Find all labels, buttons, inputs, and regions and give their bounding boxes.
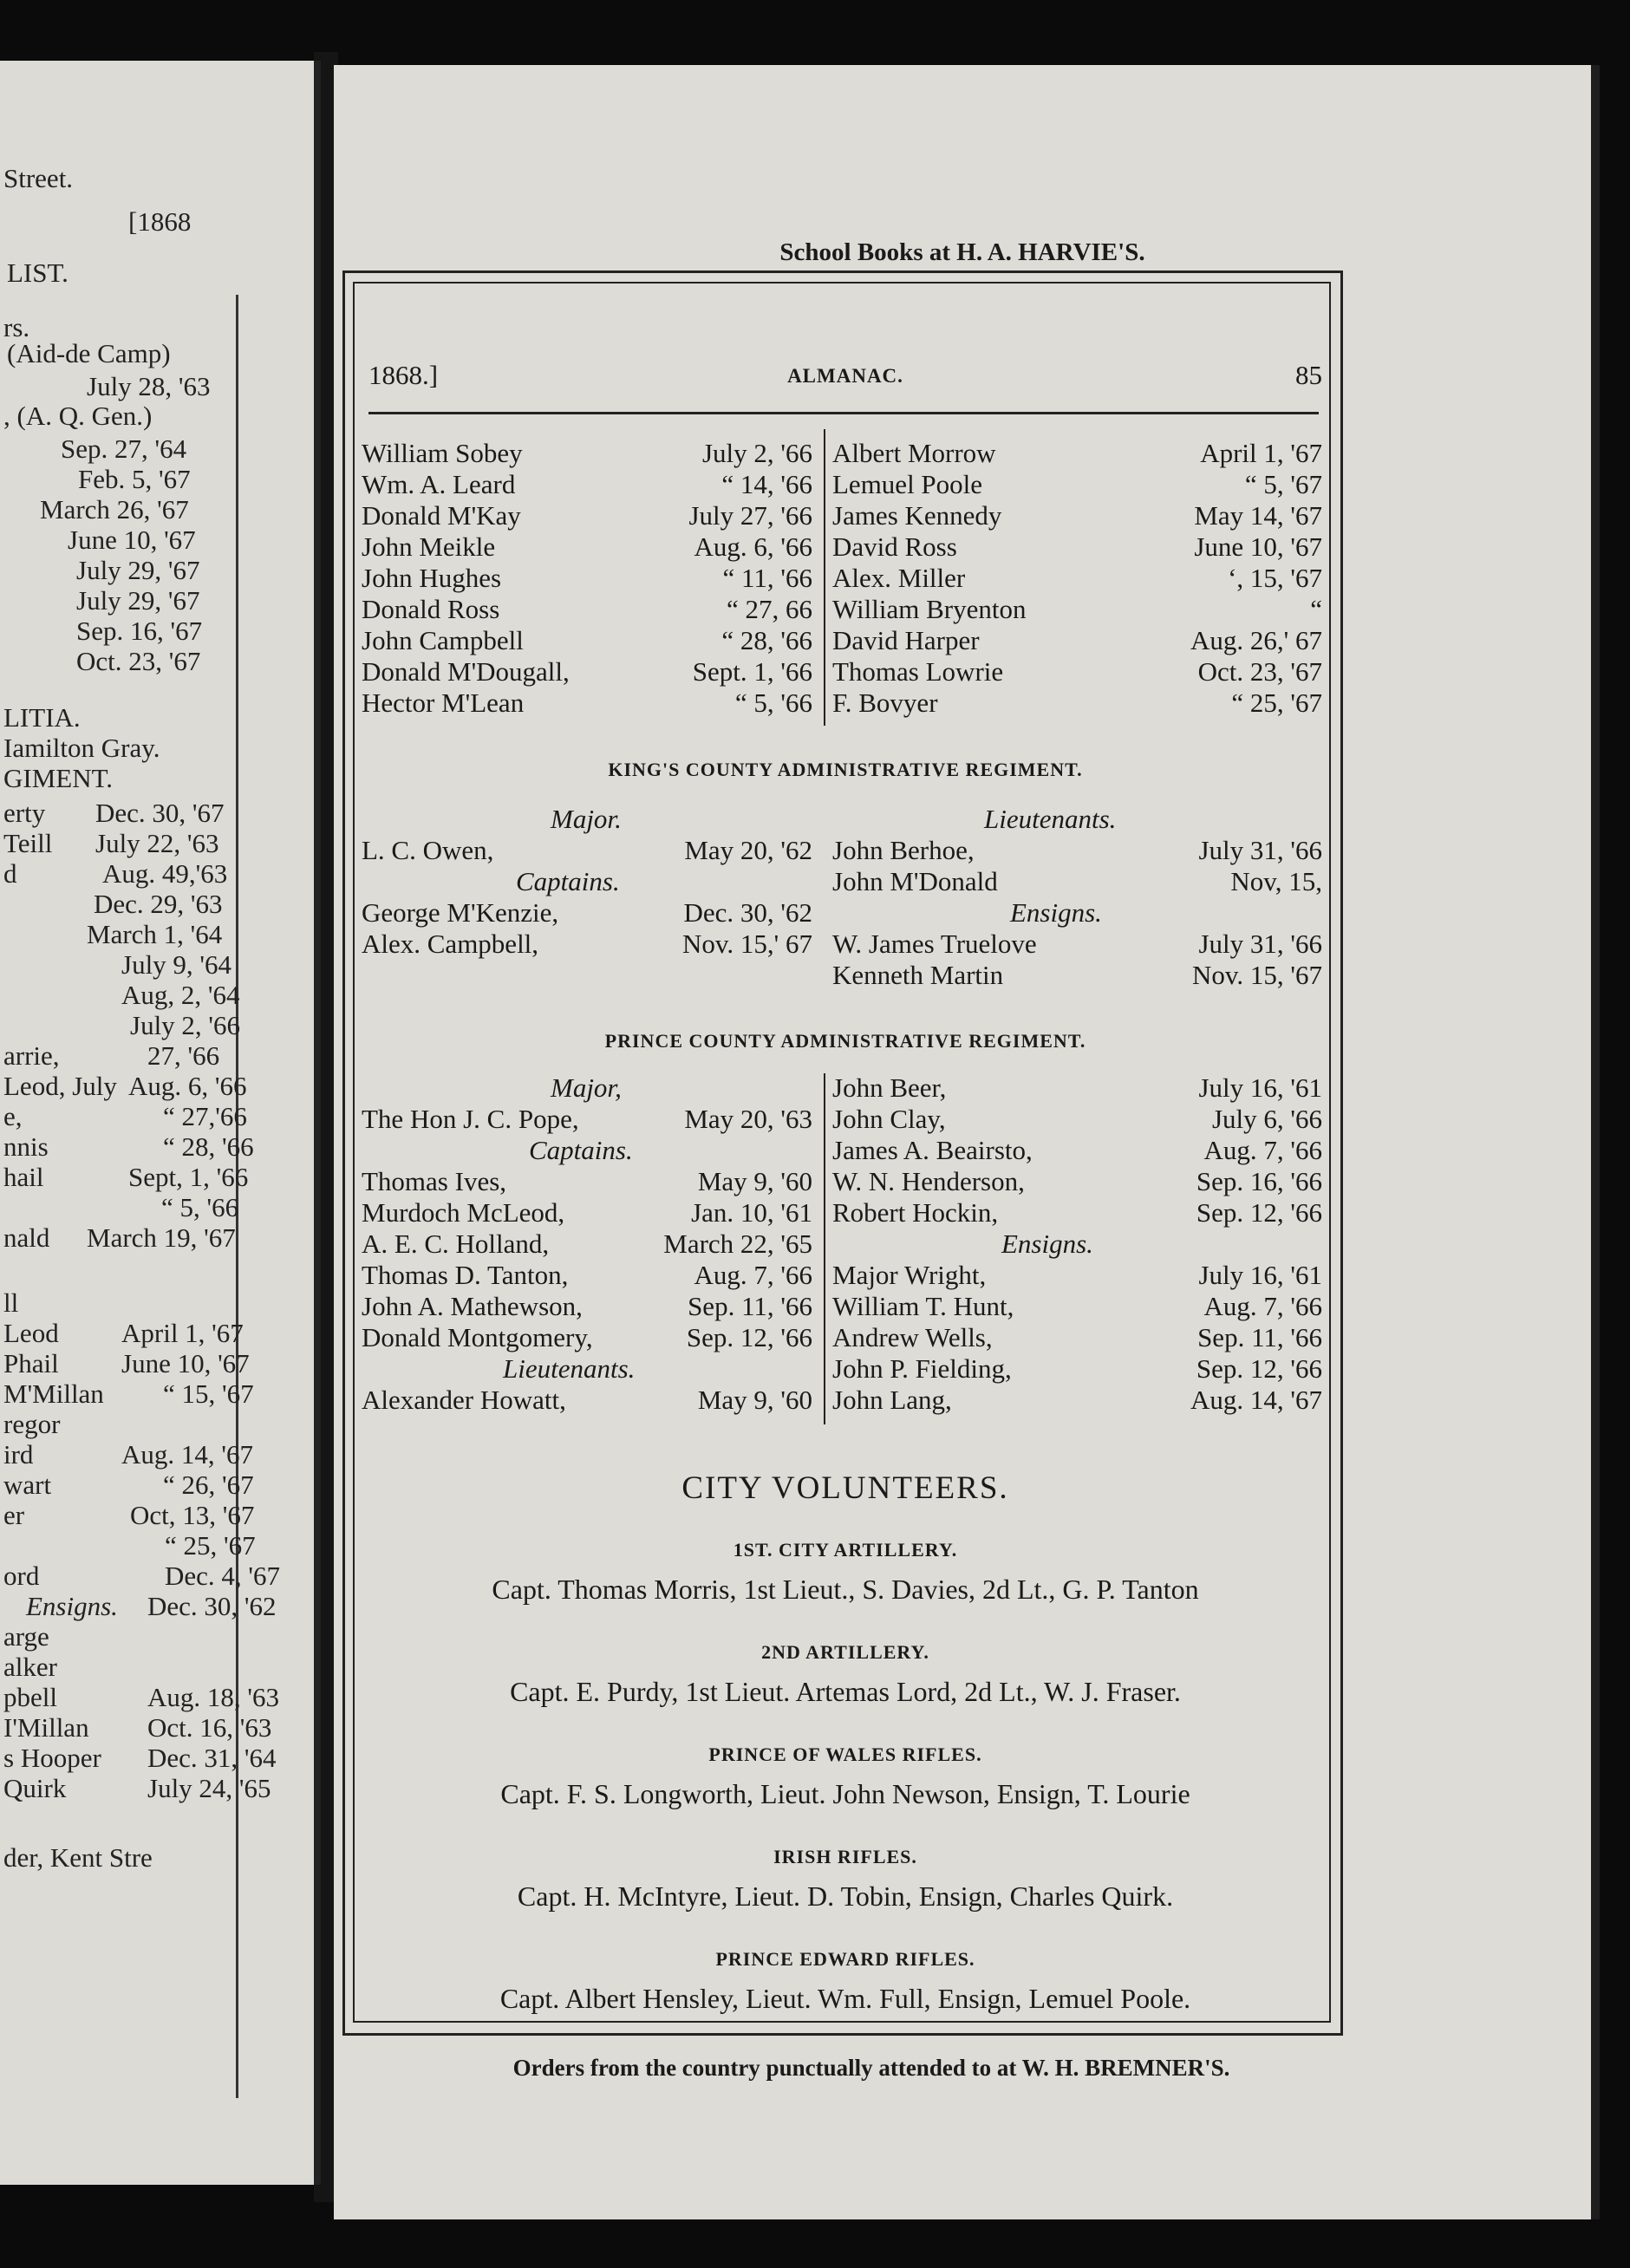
- entry-row: [832, 438, 1322, 469]
- left-page-fragment: “ 5, '66: [161, 1192, 239, 1222]
- entry-name: Donald M'Dougall,: [362, 656, 570, 687]
- entry-row: [832, 1385, 1322, 1416]
- entry-row: [362, 594, 812, 625]
- left-page-fragment: April 1, '67: [121, 1318, 244, 1348]
- left-page-fragment: erty: [3, 798, 46, 828]
- entry-date: June 10, '67: [1194, 531, 1322, 562]
- kings-ensigns-label: Ensigns.: [1010, 897, 1102, 928]
- entry-row: [832, 1072, 1322, 1104]
- left-page-fragment: ird: [3, 1439, 34, 1470]
- entry-name: Major Wright,: [832, 1260, 987, 1290]
- entry-name: L. C. Owen,: [362, 835, 494, 865]
- entry-name: A. E. C. Holland,: [362, 1228, 550, 1259]
- entry-name: William Sobey: [362, 438, 523, 468]
- left-page: [0, 61, 321, 2185]
- entry-date: May 14, '67: [1194, 500, 1322, 531]
- header-rule: [368, 412, 1319, 414]
- entry-row: [362, 563, 812, 594]
- entry-row: [832, 1322, 1322, 1353]
- left-page-fragment: er: [3, 1500, 25, 1530]
- city-unit-heading: PRINCE EDWARD RIFLES.: [715, 1948, 975, 1970]
- left-page-fragment: Teill: [3, 828, 53, 858]
- entry-name: John Campbell: [362, 625, 524, 655]
- entry-name: Alexander Howatt,: [362, 1385, 566, 1415]
- left-page-fragment: July 2, '66: [130, 1010, 241, 1040]
- entry-row: [832, 656, 1322, 688]
- entry-name: John Lang,: [832, 1385, 952, 1415]
- entry-date: Nov, 15,: [1230, 866, 1322, 896]
- entry-row: [362, 469, 812, 500]
- left-page-fragment: Iamilton Gray.: [3, 733, 160, 763]
- city-unit-officers: Capt. H. McIntyre, Lieut. D. Tobin, Ensign, Charles Quirk.: [517, 1880, 1174, 1912]
- left-page-fragment: Oct, 13, '67: [130, 1500, 255, 1530]
- entry-row: [832, 1135, 1322, 1166]
- city-unit-officers: Capt. Albert Hensley, Lieut. Wm. Full, Ensign, Lemuel Poole.: [499, 1983, 1191, 2014]
- left-page-fragment: Aug. 49,'63: [102, 858, 228, 889]
- left-page-fragment: e,: [3, 1101, 23, 1131]
- entry-date: May 20, '62: [684, 835, 812, 865]
- prince-major-label: Major,: [551, 1072, 622, 1103]
- left-page-fragment: Dec. 30, '67: [95, 798, 225, 828]
- entry-date: Aug. 7, '66: [1203, 1291, 1322, 1321]
- left-page-fragment: July 22, '63: [95, 828, 219, 858]
- left-page-fragment: July 9, '64: [121, 949, 232, 980]
- entry-date: July 16, '61: [1198, 1260, 1322, 1290]
- entry-name: William Bryenton: [832, 594, 1027, 624]
- entry-row: [362, 1291, 812, 1322]
- entry-name: Murdoch McLeod,: [362, 1197, 565, 1228]
- entry-row: [362, 656, 812, 688]
- entry-date: Nov. 15,' 67: [682, 929, 812, 959]
- entry-row: [362, 1260, 812, 1291]
- entry-row: [832, 1291, 1322, 1322]
- left-page-fragment: July 29, '67: [76, 585, 200, 616]
- entry-date: April 1, '67: [1200, 438, 1322, 468]
- entry-row: [832, 531, 1322, 563]
- entry-row: [362, 531, 812, 563]
- running-head: [368, 360, 1322, 403]
- entry-row: [362, 625, 812, 656]
- left-page-fragment: “ 15, '67: [163, 1378, 254, 1409]
- left-page-fragment: Sep. 16, '67: [76, 616, 203, 646]
- entry-date: Sep. 12, '66: [1196, 1353, 1322, 1384]
- kings-county-heading: KING'S COUNTY ADMINISTRATIVE REGIMENT.: [608, 759, 1083, 780]
- entry-date: Nov. 15, '67: [1192, 960, 1322, 990]
- left-page-fragment: July 28, '63: [87, 371, 211, 401]
- entry-row: [832, 688, 1322, 719]
- entry-row: [832, 500, 1322, 531]
- left-page-fragment: 27, '66: [147, 1040, 220, 1071]
- entry-date: May 9, '60: [697, 1166, 812, 1196]
- left-page-fragment: der, Kent Stre: [3, 1842, 153, 1873]
- entry-name: W. James Truelove: [832, 929, 1037, 959]
- page-number: 85: [1295, 360, 1322, 390]
- entry-name: James A. Beairsto,: [832, 1135, 1033, 1165]
- left-page-fragment: Feb. 5, '67: [78, 464, 191, 494]
- kings-lieutenants-label: Lieutenants.: [984, 804, 1117, 834]
- left-page-fragment: arge: [3, 1621, 49, 1652]
- left-page-fragment: regor: [3, 1409, 61, 1439]
- left-page-fragment: pbell: [3, 1682, 57, 1712]
- left-page-fragment: arrie,: [3, 1040, 60, 1071]
- entry-name: John Hughes: [362, 563, 502, 593]
- left-page-fragment: Sep. 27, '64: [61, 433, 187, 464]
- left-page-fragment: Phail: [3, 1348, 59, 1378]
- entry-date: ‘, 15, '67: [1228, 563, 1322, 593]
- entry-row: [832, 960, 1322, 991]
- entry-name: Donald M'Kay: [362, 500, 521, 531]
- entry-name: Alex. Campbell,: [362, 929, 539, 959]
- entry-date: “ 5, '66: [734, 688, 812, 718]
- entry-date: “ 14, '66: [721, 469, 812, 499]
- left-page-fragment: Aug, 2, '64: [121, 980, 240, 1010]
- entry-date: Dec. 30, '62: [683, 897, 812, 928]
- entry-name: Thomas Lowrie: [832, 656, 1004, 687]
- entry-date: July 16, '61: [1198, 1072, 1322, 1103]
- city-unit-officers: Capt. E. Purdy, 1st Lieut. Artemas Lord, 2d Lt., W. J. Fraser.: [510, 1676, 1181, 1707]
- entry-name: Donald Montgomery,: [362, 1322, 593, 1352]
- left-page-fragment: GIMENT.: [3, 763, 113, 793]
- entry-row: [832, 469, 1322, 500]
- entry-name: Hector M'Lean: [362, 688, 525, 718]
- left-page-fragment: “ 26, '67: [163, 1470, 254, 1500]
- left-page-fragment: June 10, '67: [68, 525, 196, 555]
- left-page-fragment: [1868: [128, 206, 192, 237]
- left-page-fragment: wart: [3, 1470, 52, 1500]
- left-page-fragment: March 19, '67: [87, 1222, 236, 1253]
- entry-name: The Hon J. C. Pope,: [362, 1104, 579, 1134]
- entry-name: David Harper: [832, 625, 980, 655]
- entry-name: John Clay,: [832, 1104, 946, 1134]
- left-page-fragment: Aug. 14, '67: [121, 1439, 253, 1470]
- left-page-fragment: Street.: [3, 163, 74, 193]
- left-page-fragment: (Aid-de Camp): [7, 338, 171, 368]
- entry-date: July 6, '66: [1211, 1104, 1322, 1134]
- entry-date: Sep. 12, '66: [686, 1322, 812, 1352]
- left-page-fragment: nald: [3, 1222, 50, 1253]
- left-page-fragment: hail: [3, 1162, 44, 1192]
- entry-row: [832, 563, 1322, 594]
- entry-date: Aug. 7, '66: [694, 1260, 812, 1290]
- entry-date: Jan. 10, '61: [691, 1197, 812, 1228]
- entry-row: [362, 897, 812, 929]
- left-page-fragment: Aug. 18, '63: [147, 1682, 279, 1712]
- entry-date: March 22, '65: [663, 1228, 812, 1259]
- entry-name: Thomas D. Tanton,: [362, 1260, 569, 1290]
- running-head-title: ALMANAC.: [787, 365, 903, 387]
- city-unit-heading: 2ND ARTILLERY.: [761, 1641, 929, 1663]
- entry-row: [832, 594, 1322, 625]
- entry-date: “ 28, '66: [721, 625, 812, 655]
- left-page-fragment: nnis: [3, 1131, 49, 1162]
- entry-row: [832, 866, 1322, 897]
- left-page-fragment: Leod: [3, 1318, 59, 1348]
- left-page-fragment: Aug. 6, '66: [128, 1071, 247, 1101]
- entry-row: [362, 1197, 812, 1228]
- column-divider-prince: [824, 1073, 825, 1424]
- entry-row: [362, 1104, 812, 1135]
- right-page: [334, 65, 1600, 2219]
- left-page-fragment: July 24, '65: [147, 1773, 271, 1803]
- entry-name: William T. Hunt,: [832, 1291, 1014, 1321]
- entry-name: Alex. Miller: [832, 563, 966, 593]
- entry-name: David Ross: [832, 531, 957, 562]
- entry-row: [832, 1104, 1322, 1135]
- entry-name: Donald Ross: [362, 594, 500, 624]
- entry-name: Wm. A. Leard: [362, 469, 516, 499]
- left-page-fragment: “ 28, '66: [163, 1131, 254, 1162]
- footer-advertisement: Orders from the country punctually attended to at W. H. BREMNER'S.: [512, 2055, 1230, 2081]
- entry-row: [832, 1353, 1322, 1385]
- entry-row: [362, 500, 812, 531]
- city-unit-heading: 1ST. CITY ARTILLERY.: [733, 1539, 958, 1561]
- entry-date: July 2, '66: [701, 438, 812, 468]
- entry-row: [832, 835, 1322, 866]
- left-page-fragment: alker: [3, 1652, 57, 1682]
- left-page-fragment: “ 27,'66: [163, 1101, 247, 1131]
- left-page-fragment: s Hooper: [3, 1743, 101, 1773]
- entry-name: Robert Hockin,: [832, 1197, 999, 1228]
- entry-row: [362, 688, 812, 719]
- left-page-fragment: Dec. 4, '67: [165, 1561, 280, 1591]
- entry-name: John Meikle: [362, 531, 496, 562]
- entry-date: Aug. 14, '67: [1190, 1385, 1322, 1415]
- entry-row: [832, 1260, 1322, 1291]
- entry-name: Lemuel Poole: [832, 469, 983, 499]
- entry-name: James Kennedy: [832, 500, 1002, 531]
- entry-name: George M'Kenzie,: [362, 897, 559, 928]
- kings-major-label: Major.: [551, 804, 622, 834]
- left-page-fragment: Sept, 1, '66: [128, 1162, 249, 1192]
- left-page-fragment: March 26, '67: [40, 494, 189, 525]
- entry-name: John Berhoe,: [832, 835, 975, 865]
- entry-date: “: [1310, 594, 1322, 624]
- entry-name: Albert Morrow: [832, 438, 996, 468]
- entry-row: [362, 1385, 812, 1416]
- left-page-fragment: M'Millan: [3, 1378, 104, 1409]
- prince-lieutenants-label: Lieutenants.: [503, 1353, 636, 1384]
- entry-date: Sep. 16, '66: [1196, 1166, 1322, 1196]
- entry-row: [362, 835, 812, 866]
- entry-row: [362, 438, 812, 469]
- entry-name: F. Bovyer: [832, 688, 938, 718]
- prince-ensigns-label: Ensigns.: [1001, 1228, 1093, 1259]
- left-page-fragment: ord: [3, 1561, 40, 1591]
- entry-name: John P. Fielding,: [832, 1353, 1012, 1384]
- left-page-fragment: Dec. 30, '62: [147, 1591, 277, 1621]
- entry-row: [832, 1166, 1322, 1197]
- prince-county-heading: PRINCE COUNTY ADMINISTRATIVE REGIMENT.: [604, 1030, 1086, 1052]
- entry-date: “ 25, '67: [1231, 688, 1322, 718]
- city-unit-heading: PRINCE OF WALES RIFLES.: [708, 1743, 982, 1765]
- city-unit-officers: Capt. F. S. Longworth, Lieut. John Newson, Ensign, T. Lourie: [500, 1778, 1190, 1809]
- entry-date: May 9, '60: [697, 1385, 812, 1415]
- entry-name: W. N. Henderson,: [832, 1166, 1025, 1196]
- left-page-fragment: July 29, '67: [76, 555, 200, 585]
- city-unit-officers: Capt. Thomas Morris, 1st Lieut., S. Davies, 2d Lt., G. P. Tanton: [492, 1574, 1199, 1605]
- left-page-fragment: , (A. Q. Gen.): [3, 401, 153, 431]
- entry-date: Sep. 12, '66: [1196, 1197, 1322, 1228]
- left-page-fragment: Oct. 23, '67: [76, 646, 201, 676]
- top-advertisement: School Books at H. A. HARVIE'S.: [779, 238, 1145, 266]
- entry-date: Sep. 11, '66: [688, 1291, 812, 1321]
- entry-date: Aug. 6, '66: [694, 531, 812, 562]
- entry-name: John M'Donald: [832, 866, 998, 896]
- entry-date: Oct. 23, '67: [1197, 656, 1322, 687]
- left-page-fragment: Leod, July: [3, 1071, 117, 1101]
- left-page-fragment: d: [3, 858, 17, 889]
- entry-name: Thomas Ives,: [362, 1166, 507, 1196]
- city-unit-heading: IRISH RIFLES.: [773, 1846, 917, 1867]
- entry-row: [832, 625, 1322, 656]
- left-page-fragment: I'Millan: [3, 1712, 89, 1743]
- entry-date: Sept. 1, '66: [692, 656, 812, 687]
- entry-date: July 27, '66: [688, 500, 812, 531]
- left-page-fragment: ll: [3, 1287, 19, 1318]
- left-page-fragment: rs.: [3, 312, 30, 342]
- entry-date: May 20, '63: [684, 1104, 812, 1134]
- left-page-fragment: LITIA.: [3, 702, 81, 733]
- left-page-fragment: Dec. 31, '64: [147, 1743, 277, 1773]
- entry-name: John A. Mathewson,: [362, 1291, 583, 1321]
- column-divider-top: [824, 429, 825, 726]
- left-page-fragment: LIST.: [7, 257, 68, 288]
- entry-name: Andrew Wells,: [832, 1322, 993, 1352]
- entry-row: [832, 1197, 1322, 1228]
- entry-date: July 31, '66: [1198, 835, 1322, 865]
- entry-date: Aug. 7, '66: [1203, 1135, 1322, 1165]
- entry-row: [832, 929, 1322, 960]
- left-page-fragment: March 1, '64: [87, 919, 223, 949]
- left-page-fragment: “ 25, '67: [165, 1530, 256, 1561]
- left-page-fragment: Quirk: [3, 1773, 67, 1803]
- city-volunteers-heading: CITY VOLUNTEERS.: [681, 1470, 1009, 1506]
- left-page-fragment: Ensigns.: [26, 1591, 118, 1621]
- left-page-fragment: June 10, '67: [121, 1348, 250, 1378]
- entry-name: John Beer,: [832, 1072, 947, 1103]
- entry-date: “ 11, '66: [722, 563, 812, 593]
- entry-row: [362, 1228, 812, 1260]
- entry-date: “ 5, '67: [1244, 469, 1322, 499]
- entry-row: [362, 1166, 812, 1197]
- running-head-year: 1868.]: [368, 360, 439, 390]
- left-page-fragment: Oct. 16, '63: [147, 1712, 272, 1743]
- entry-date: Aug. 26,' 67: [1190, 625, 1322, 655]
- entry-date: July 31, '66: [1198, 929, 1322, 959]
- left-page-fragment: Dec. 29, '63: [94, 889, 223, 919]
- entry-row: [362, 1322, 812, 1353]
- entry-row: [362, 929, 812, 960]
- entry-date: Sep. 11, '66: [1197, 1322, 1322, 1352]
- entry-name: Kenneth Martin: [832, 960, 1004, 990]
- entry-date: “ 27, 66: [726, 594, 812, 624]
- prince-captains-label: Captains.: [529, 1135, 633, 1165]
- kings-captains-label: Captains.: [516, 866, 620, 896]
